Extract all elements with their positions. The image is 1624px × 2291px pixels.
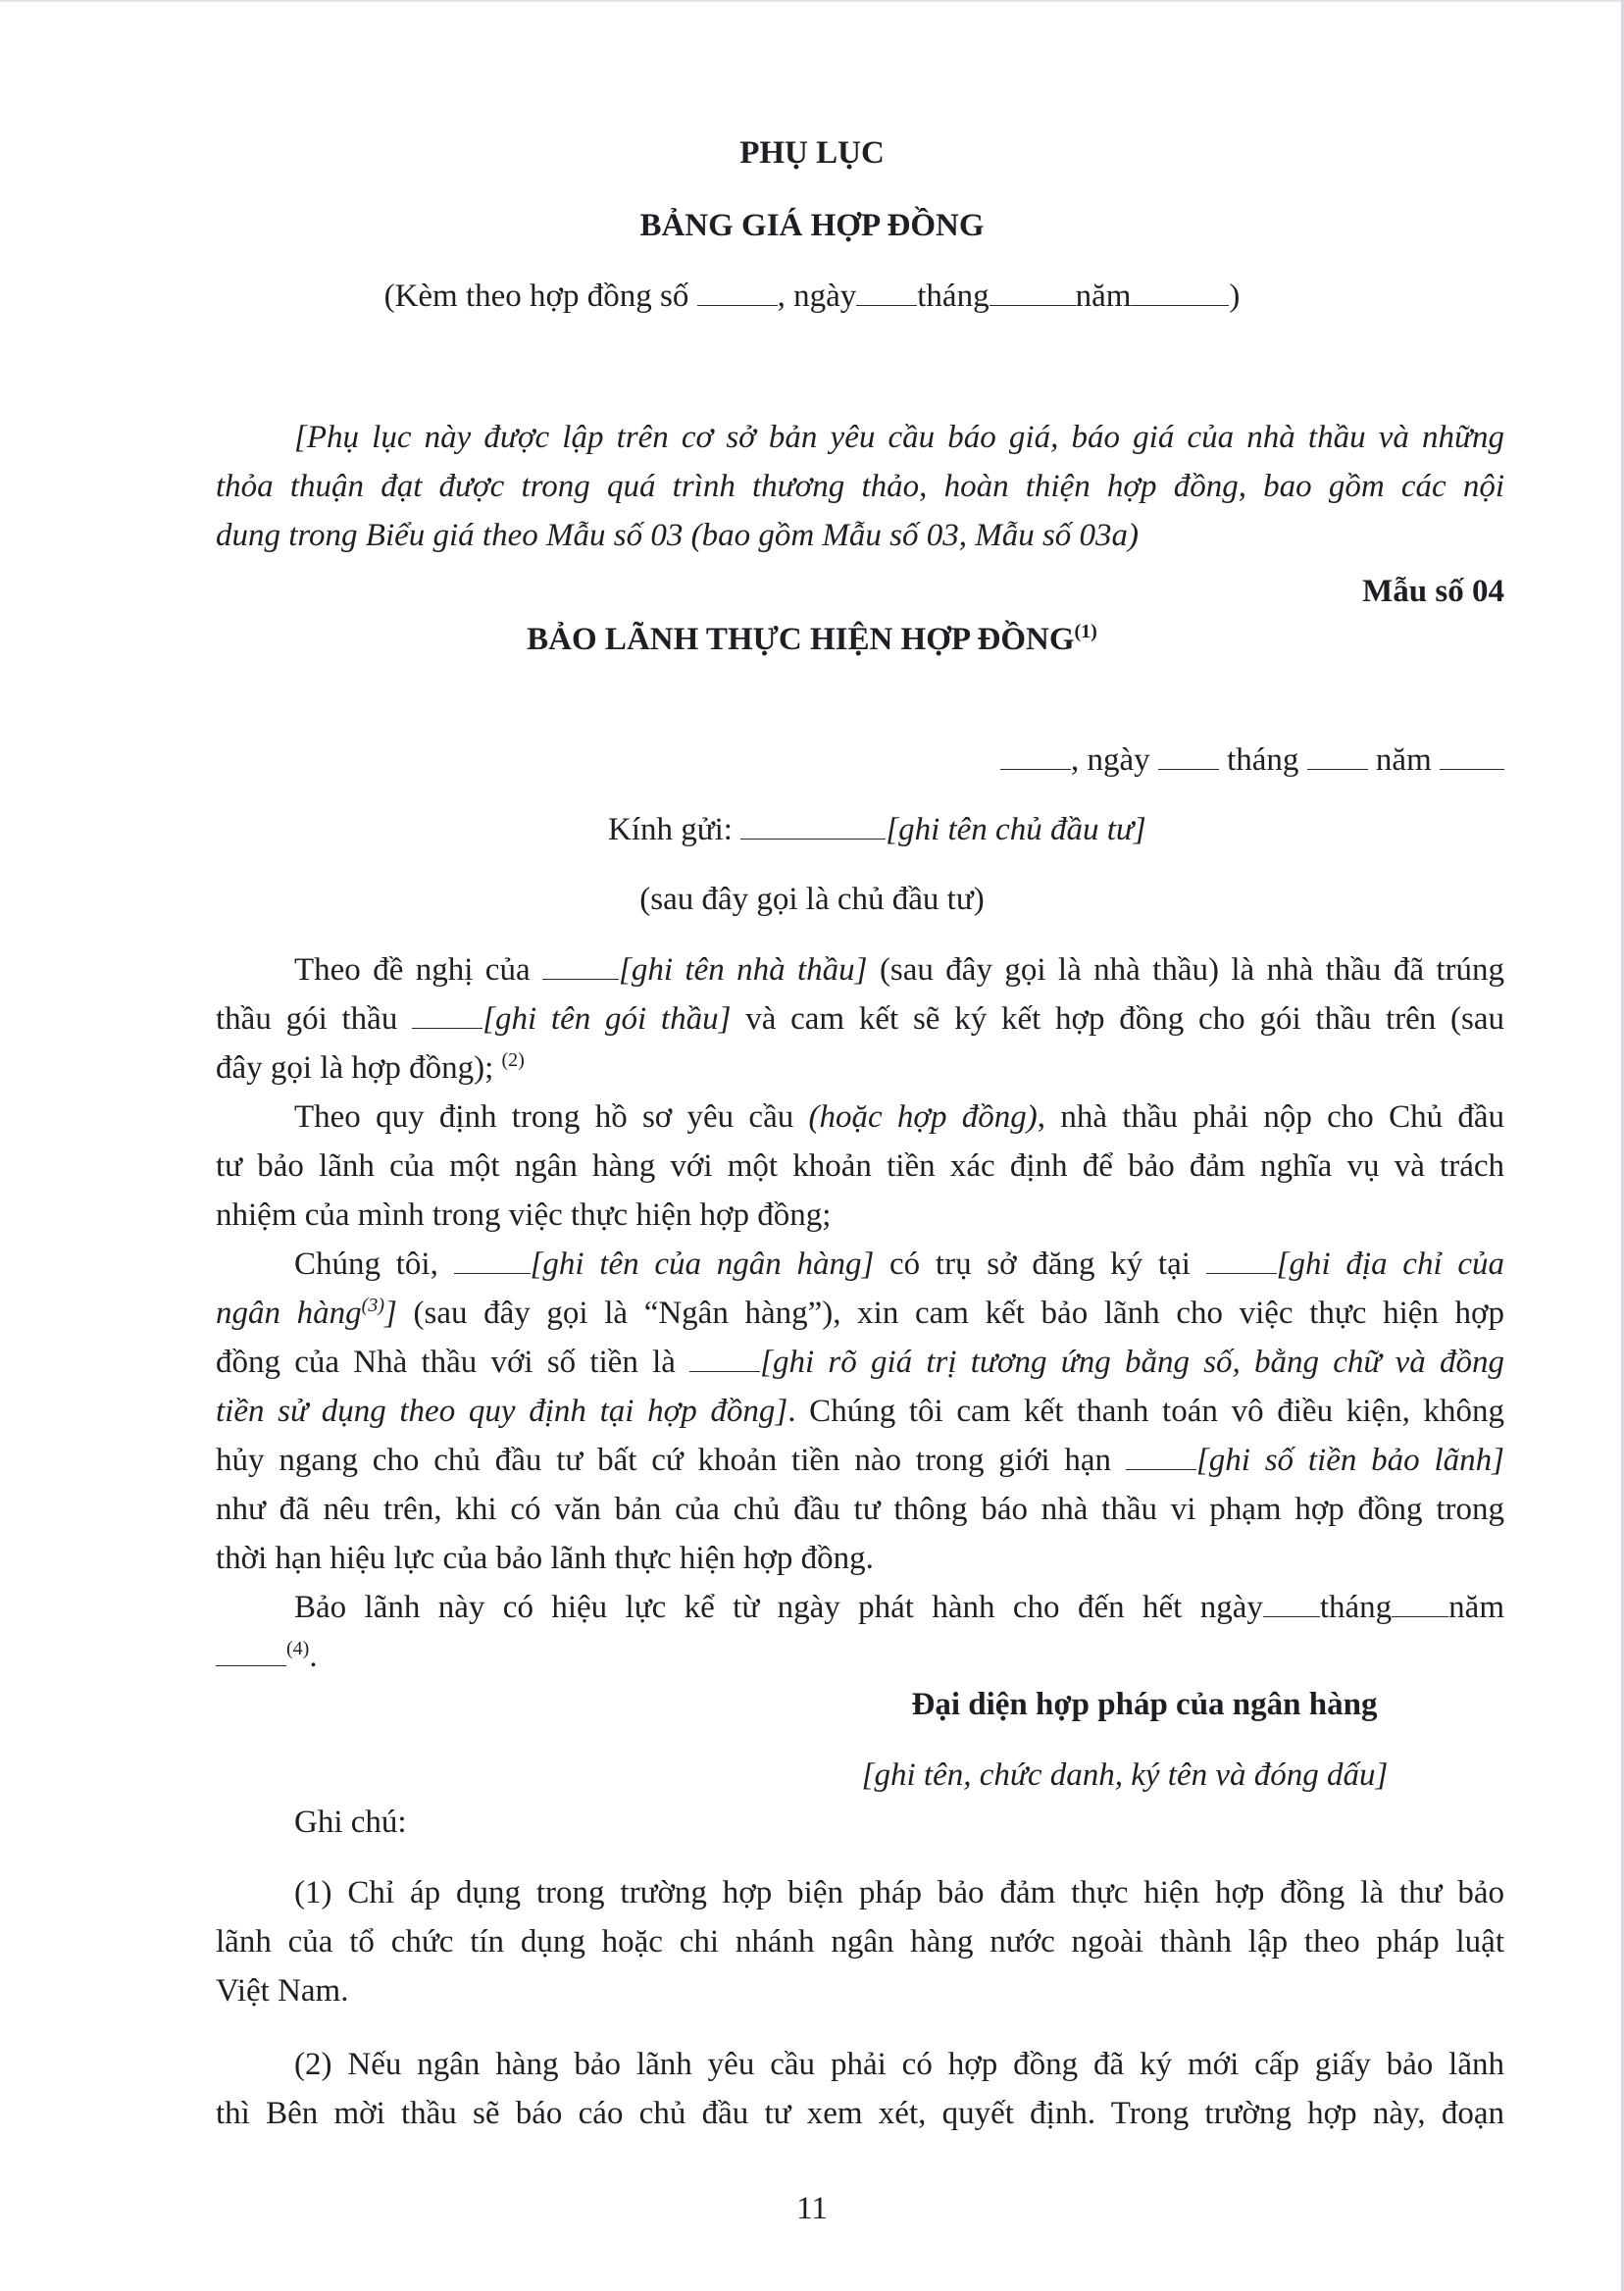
date-month-blank[interactable] <box>1307 741 1368 770</box>
place-blank[interactable] <box>1000 741 1071 770</box>
amount-blank[interactable] <box>689 1344 760 1372</box>
appendix-note <box>216 413 1504 560</box>
date-line <box>843 736 1504 785</box>
appendix-note-line: [Phụ lục này được lập trên cơ sở bản yêu cầu báo giá, báo giá của nhà thầu và những <box>294 420 1504 455</box>
paragraph-commitment <box>216 1240 1504 1583</box>
footnote-ref-1: (1) <box>1074 621 1097 642</box>
validity-day-blank[interactable] <box>1263 1589 1320 1617</box>
date-year-blank[interactable] <box>1440 741 1504 770</box>
paragraph-line: Theo quy định trong hồ sơ yêu cầu (hoặc hợp đồng), nhà thầu phải nộp cho Chủ đầu <box>294 1099 1504 1135</box>
paragraph-requirement <box>216 1093 1504 1240</box>
attach-suffix: ) <box>1229 279 1241 314</box>
attach-month-blank[interactable] <box>990 278 1076 306</box>
paragraph-line: ngân hàng$^{(3)}$] (sau đây gọi là “Ngân hàng”), xin cam kết bảo lãnh cho việc thực hiện hợp <box>216 1295 1504 1331</box>
scan-edge-top <box>0 0 1624 2</box>
form-title-text: BẢO LÃNH THỰC HIỆN HỢP ĐỒNG <box>527 622 1075 657</box>
date-day-blank[interactable] <box>1158 741 1219 770</box>
appendix-note-line: thỏa thuận đạt được trong quá trình thương thảo, hoàn thiện hợp đồng, bao gồm các nội <box>216 469 1504 504</box>
addressee-hint: [ghi tên chủ đầu tư] <box>886 812 1146 847</box>
footnote-ref-3: (3) <box>361 1295 384 1316</box>
signature-hint: [ghi tên, chức danh, ký tên và đóng dấu] <box>861 1757 1389 1793</box>
attach-ngay: , ngày <box>777 279 857 314</box>
appendix-subtitle: BẢNG GIÁ HỢP ĐỒNG <box>639 208 985 243</box>
paragraph-line: như đã nêu trên, khi có văn bản của chủ đầu tư thông báo nhà thầu vi phạm hợp đồng trong <box>216 1492 1504 1527</box>
package-blank[interactable] <box>412 1000 482 1029</box>
attach-thang: tháng <box>917 279 990 314</box>
attach-line <box>0 272 1624 321</box>
addressee-line <box>608 805 1491 854</box>
addressee-blank[interactable] <box>740 811 886 840</box>
note-line: thì Bên mời thầu sẽ báo cáo chủ đầu tư xem xét, quyết định. Trong trường hợp này, đoạn <box>216 2096 1504 2131</box>
note-line: (2) Nếu ngân hàng bảo lãnh yêu cầu phải có hợp đồng đã ký mới cấp giấy bảo lãnh <box>294 2047 1504 2082</box>
date-ngay: , ngày <box>1070 742 1150 778</box>
contract-number-blank[interactable] <box>697 278 778 306</box>
paragraph-line: đồng của Nhà thầu với số tiền là [ghi rõ giá trị tương ứng bằng số, bằng chữ và đồng <box>216 1345 1504 1380</box>
validity-month-blank[interactable] <box>1392 1589 1448 1617</box>
paragraph-validity <box>216 1583 1504 1681</box>
note-line: Việt Nam. <box>216 1973 349 2009</box>
page-number: 11 <box>796 2191 828 2226</box>
addressee-label: Kính gửi: <box>608 812 733 847</box>
validity-year-blank[interactable] <box>216 1638 286 1666</box>
note-line: (1) Chỉ áp dụng trong trường hợp biện pháp bảo đảm thực hiện hợp đồng là thư bảo <box>294 1875 1504 1910</box>
paragraph-line: tiền sử dụng theo quy định tại hợp đồng]. Chúng tôi cam kết thanh toán vô điều kiện, không <box>216 1394 1505 1429</box>
paragraph-line: hủy ngang cho chủ đầu tư bất cứ khoản tiền nào trong giới hạn [ghi số tiền bảo lãnh] <box>216 1443 1504 1478</box>
date-nam: năm <box>1375 742 1432 778</box>
paragraph-line: thầu gói thầu [ghi tên gói thầu] và cam kết sẽ ký kết hợp đồng cho gói thầu trên (sau <box>216 1001 1505 1037</box>
paragraph-line: Bảo lãnh này có hiệu lực kể từ ngày phát hành cho đến hết ngày tháng năm <box>294 1590 1504 1625</box>
paragraph-line: thời hạn hiệu lực của bảo lãnh thực hiện hợp đồng. <box>216 1541 874 1576</box>
paragraph-line: tư bảo lãnh của một ngân hàng với một khoản tiền xác định để bảo đảm nghĩa vụ và trách <box>216 1148 1504 1184</box>
note-line: lãnh của tổ chức tín dụng hoặc chi nhánh ngân hàng nước ngoài thành lập theo pháp luật <box>216 1924 1504 1960</box>
paragraph-line: đây gọi là hợp đồng); $^{(2)}$ <box>216 1049 525 1086</box>
attach-day-blank[interactable] <box>856 278 917 306</box>
contractor-blank[interactable] <box>542 951 619 980</box>
form-number: Mẫu số 04 <box>1362 574 1504 609</box>
form-title <box>0 615 1624 664</box>
paragraph-line: Chúng tôi, [ghi tên của ngân hàng] có trụ sở đăng ký tại [ghi địa chỉ của <box>294 1247 1504 1282</box>
attach-year-blank[interactable] <box>1131 278 1229 306</box>
attach-nam: năm <box>1075 279 1132 314</box>
note-2 <box>216 2040 1504 2138</box>
footnote-ref-2: (2) <box>501 1049 525 1071</box>
paragraph-proposal <box>216 945 1504 1093</box>
bank-address-blank[interactable] <box>1206 1246 1277 1274</box>
bank-name-blank[interactable] <box>454 1246 531 1274</box>
guarantee-amount-blank[interactable] <box>1126 1442 1196 1470</box>
footnote-ref-4: (4) <box>286 1638 310 1659</box>
appendix-title: PHỤ LỤC <box>739 135 885 171</box>
addressee-alias: (sau đây gọi là chủ đầu tư) <box>639 882 985 917</box>
paragraph-line: Theo đề nghị của [ghi tên nhà thầu] (sau đây gọi là nhà thầu) là nhà thầu đã trúng <box>294 952 1505 988</box>
note-1 <box>216 1868 1504 2015</box>
attach-prefix: (Kèm theo hợp đồng số <box>383 279 689 314</box>
paragraph-line: $^{(4)}$. <box>216 1632 1504 1681</box>
signature-title: Đại diện hợp pháp của ngân hàng <box>911 1687 1378 1722</box>
date-thang: tháng <box>1227 742 1299 778</box>
appendix-note-line: dung trong Biểu giá theo Mẫu số 03 (bao gồm Mẫu số 03, Mẫu số 03a) <box>216 518 1140 553</box>
notes-label: Ghi chú: <box>294 1805 407 1840</box>
paragraph-line: nhiệm của mình trong việc thực hiện hợp đồng; <box>216 1197 832 1233</box>
